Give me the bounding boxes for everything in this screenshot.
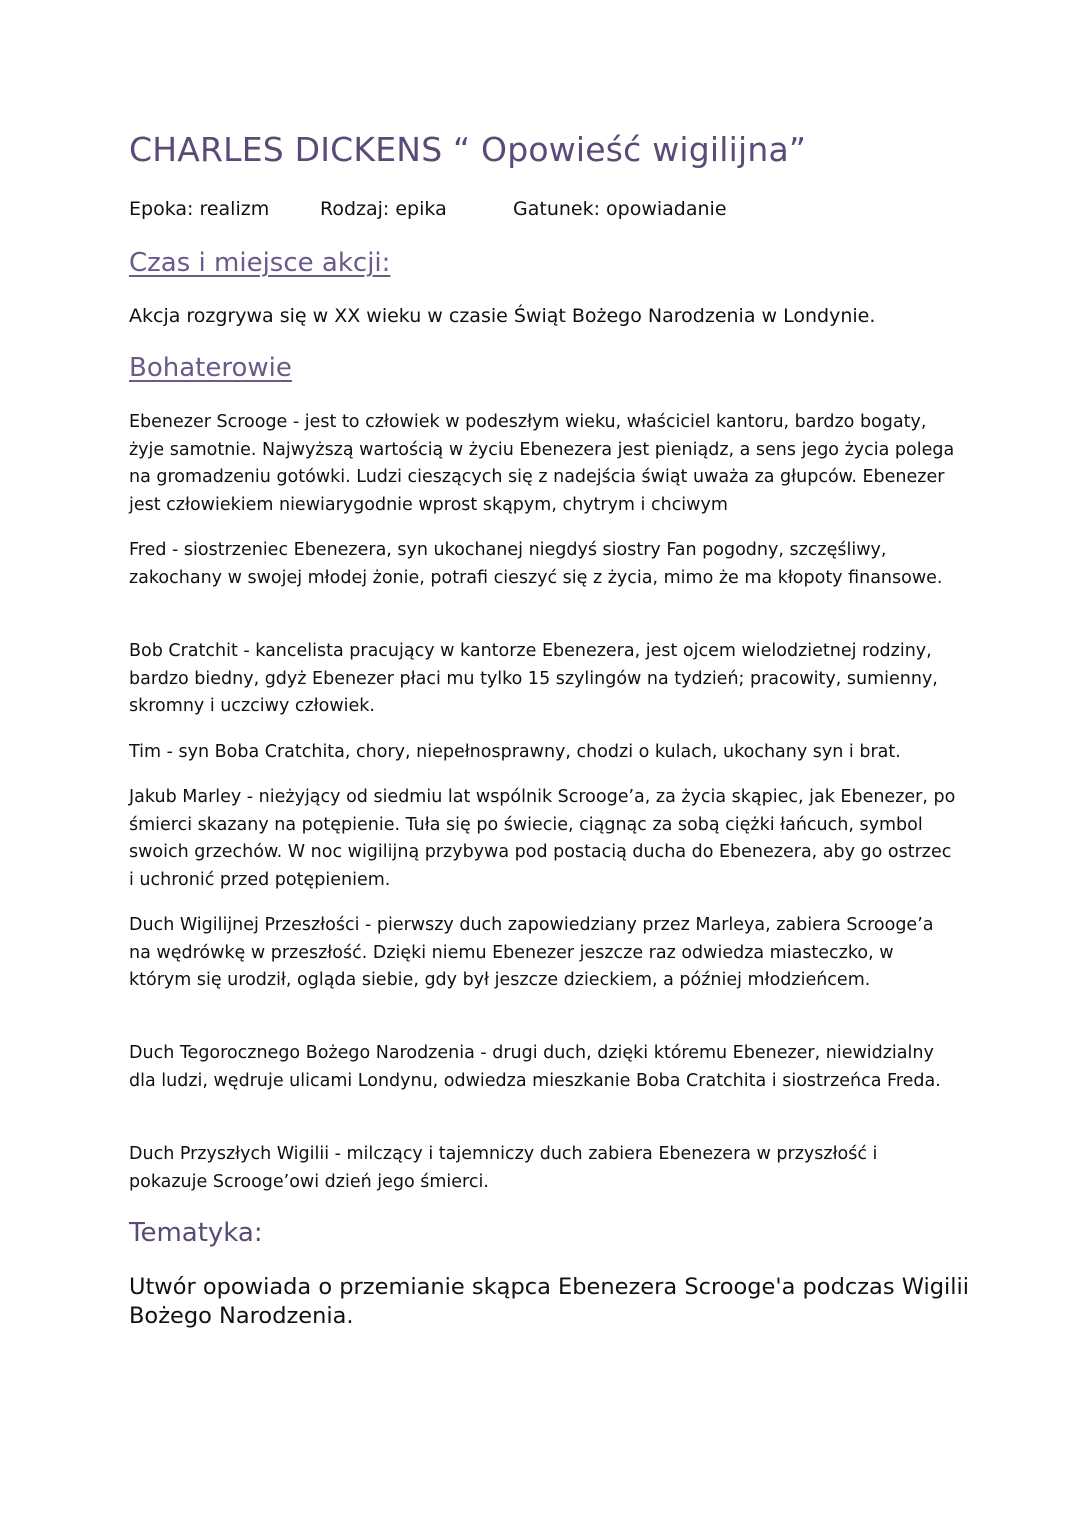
heading-bohaterowie: Bohaterowie bbox=[129, 353, 292, 383]
character-duch-przyszlosci: Duch Przyszłych Wigilii - milczący i tajemniczy duch zabiera Ebenezera w przyszłość i pokazuje Scrooge’owi dzień jego śmierci. bbox=[129, 1144, 878, 1192]
meta-rodzaj: Rodzaj: epika bbox=[320, 198, 447, 220]
character-duch-terazniejszosci: Duch Tegorocznego Bożego Narodzenia - drugi duch, dzięki któremu Ebenezer, niewidzialny dla ludzi, wędruje ulicami Londynu, odwiedza mieszkanie Boba Cratchita i siostrzeńca Freda. bbox=[129, 1043, 941, 1091]
character-tim: Tim - syn Boba Cratchita, chory, niepełnosprawny, chodzi o kulach, ukochany syn i brat. bbox=[129, 742, 901, 762]
meta-epoka: Epoka: realizm bbox=[129, 198, 270, 220]
character-marley: Jakub Marley - nieżyjący od siedmiu lat wspólnik Scrooge’a, za życia skąpiec, jak Ebenezer, po śmierci skazany na potępienie. Tuła się po świecie, ciągnąc za sobą ciężki łańcuch, symbol swoich grzechów. W noc wigilijną przybywa pod postacią ducha do Ebenezera, aby go ostrzec i uchronić przed potępieniem. bbox=[129, 787, 956, 890]
character-bob: Bob Cratchit - kancelista pracujący w kantorze Ebenezera, jest ojcem wielodzietnej rodziny, bardzo biedny, gdyż Ebenezer płaci mu tylko 15 szylingów na tydzień; pracowity, sumienny, skromny i uczciwy człowiek. bbox=[129, 641, 938, 717]
heading-tematyka: Tematyka: bbox=[129, 1218, 263, 1248]
character-duch-przeszlosci: Duch Wigilijnej Przeszłości - pierwszy duch zapowiedziany przez Marleya, zabiera Scrooge’a na wędrówkę w przeszłość. Dzięki niemu Ebenezer jeszcze raz odwiedza miasteczko, w którym się urodził, ogląda siebie, gdy był jeszcze dzieckiem, a później młodzieńcem. bbox=[129, 915, 934, 991]
meta-gatunek: Gatunek: opowiadanie bbox=[513, 198, 727, 220]
czas-text: Akcja rozgrywa się w XX wieku w czasie Świąt Bożego Narodzenia w Londynie. bbox=[129, 305, 876, 327]
document-title: CHARLES DICKENS “ Opowieść wigilijna” bbox=[129, 130, 807, 169]
character-ebenezer: Ebenezer Scrooge - jest to człowiek w podeszłym wieku, właściciel kantoru, bardzo bogaty, żyje samotnie. Najwyższą wartością w życiu Ebenezera jest pieniądz, a sens jego życia polega na gromadzeniu gotówki. Ludzi cieszących się z nadejścia świąt uważa za głupców. Ebenezer jest człowiekiem niewiarygodnie wprost skąpym, chytrym i chciwym bbox=[129, 412, 955, 515]
heading-czas-i-miejsce: Czas i miejsce akcji: bbox=[129, 248, 391, 278]
character-fred: Fred - siostrzeniec Ebenezera, syn ukochanej niegdyś siostry Fan pogodny, szczęśliwy, zakochany w swojej młodej żonie, potrafi cieszyć się z życia, mimo że ma kłopoty finansowe. bbox=[129, 540, 943, 588]
tematyka-text: Utwór opowiada o przemianie skąpca Ebenezera Scrooge'a podczas Wigilii Bożego Narodzenia. bbox=[129, 1274, 969, 1329]
